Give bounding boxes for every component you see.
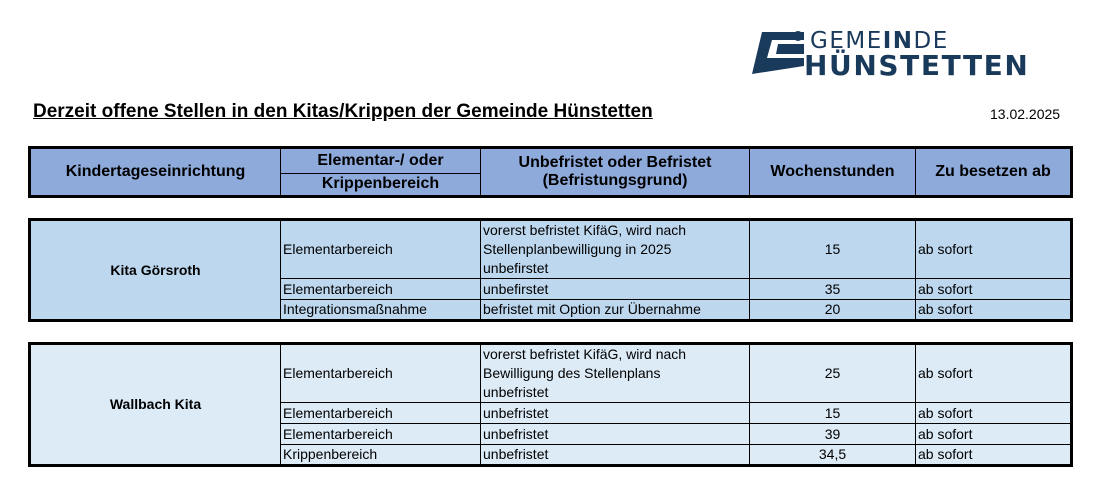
befristung-line: unbefirstet [483,260,549,276]
header-bereich-top: Elementar-/ oder [281,148,481,174]
befristung-line: unbefristet [483,384,549,400]
gemeinde-logo [748,28,1048,82]
cell-bereich: Elementarbereich [281,344,481,403]
cell-bereich: Integrationsmaßnahme [281,300,481,321]
cell-befristung [481,344,750,403]
header-einrichtung: Kindertageseinrichtung [30,148,281,197]
logo-text-part-bold: IN [882,28,914,54]
header-befristung [481,148,750,197]
cell-zu-besetzen-ab: ab sofort [916,279,1072,300]
befristung-line: vorerst befristet KifäG, wird nach [483,222,687,238]
cell-wochenstunden: 25 [750,344,916,403]
header-bereich-bottom: Krippenbereich [281,173,481,196]
cell-bereich: Krippenbereich [281,445,481,466]
cell-zu-besetzen-ab: ab sofort [916,300,1072,321]
cell-befristung: unbefristet [481,445,750,466]
cell-zu-besetzen-ab: ab sofort [916,344,1072,403]
cell-wochenstunden: 34,5 [750,445,916,466]
cell-bereich: Elementarbereich [281,220,481,279]
logo-emblem-icon [748,30,808,78]
section-wallbach-kita [28,342,1073,467]
page-title: Derzeit offene Stellen in den Kitas/Krippen der Gemeinde Hünstetten [33,101,653,122]
cell-bereich: Elementarbereich [281,279,481,300]
cell-befristung: befristet mit Option zur Übernahme [481,300,750,321]
header-zu-besetzen-ab: Zu besetzen ab [916,148,1072,197]
header-befristung-line2: (Befristungsgrund) [542,172,688,189]
befristung-line: vorerst befristet KifäG, wird nach [483,346,687,362]
cell-zu-besetzen-ab: ab sofort [916,220,1072,279]
cell-zu-besetzen-ab: ab sofort [916,445,1072,466]
logo-text-huenstetten: HÜNSTETTEN [804,49,1030,82]
logo-text-part: DE [913,28,949,54]
befristung-line: Bewilligung des Stellenplans [483,365,661,381]
section-kita-goersroth [28,218,1073,322]
cell-zu-besetzen-ab: ab sofort [916,424,1072,445]
cell-bereich: Elementarbereich [281,424,481,445]
cell-befristung: unbefirstet [481,279,750,300]
table-row [30,220,1072,279]
cell-befristung: unbefristet [481,424,750,445]
einrichtung-name: Wallbach Kita [30,344,281,466]
cell-wochenstunden: 20 [750,300,916,321]
cell-wochenstunden: 15 [750,403,916,424]
cell-befristung [481,220,750,279]
table-header [28,146,1073,198]
cell-wochenstunden: 15 [750,220,916,279]
document-date: 13.02.2025 [990,106,1061,122]
cell-befristung: unbefristet [481,403,750,424]
cell-wochenstunden: 39 [750,424,916,445]
einrichtung-name: Kita Görsroth [30,220,281,321]
cell-bereich: Elementarbereich [281,403,481,424]
cell-wochenstunden: 35 [750,279,916,300]
cell-zu-besetzen-ab: ab sofort [916,403,1072,424]
header-befristung-line1: Unbefristet oder Befristet [518,154,712,171]
header-wochenstunden: Wochenstunden [750,148,916,197]
table-row [30,344,1072,403]
befristung-line: Stellenplanbewilligung in 2025 [483,241,672,257]
logo-text-part: GEME [810,28,883,54]
